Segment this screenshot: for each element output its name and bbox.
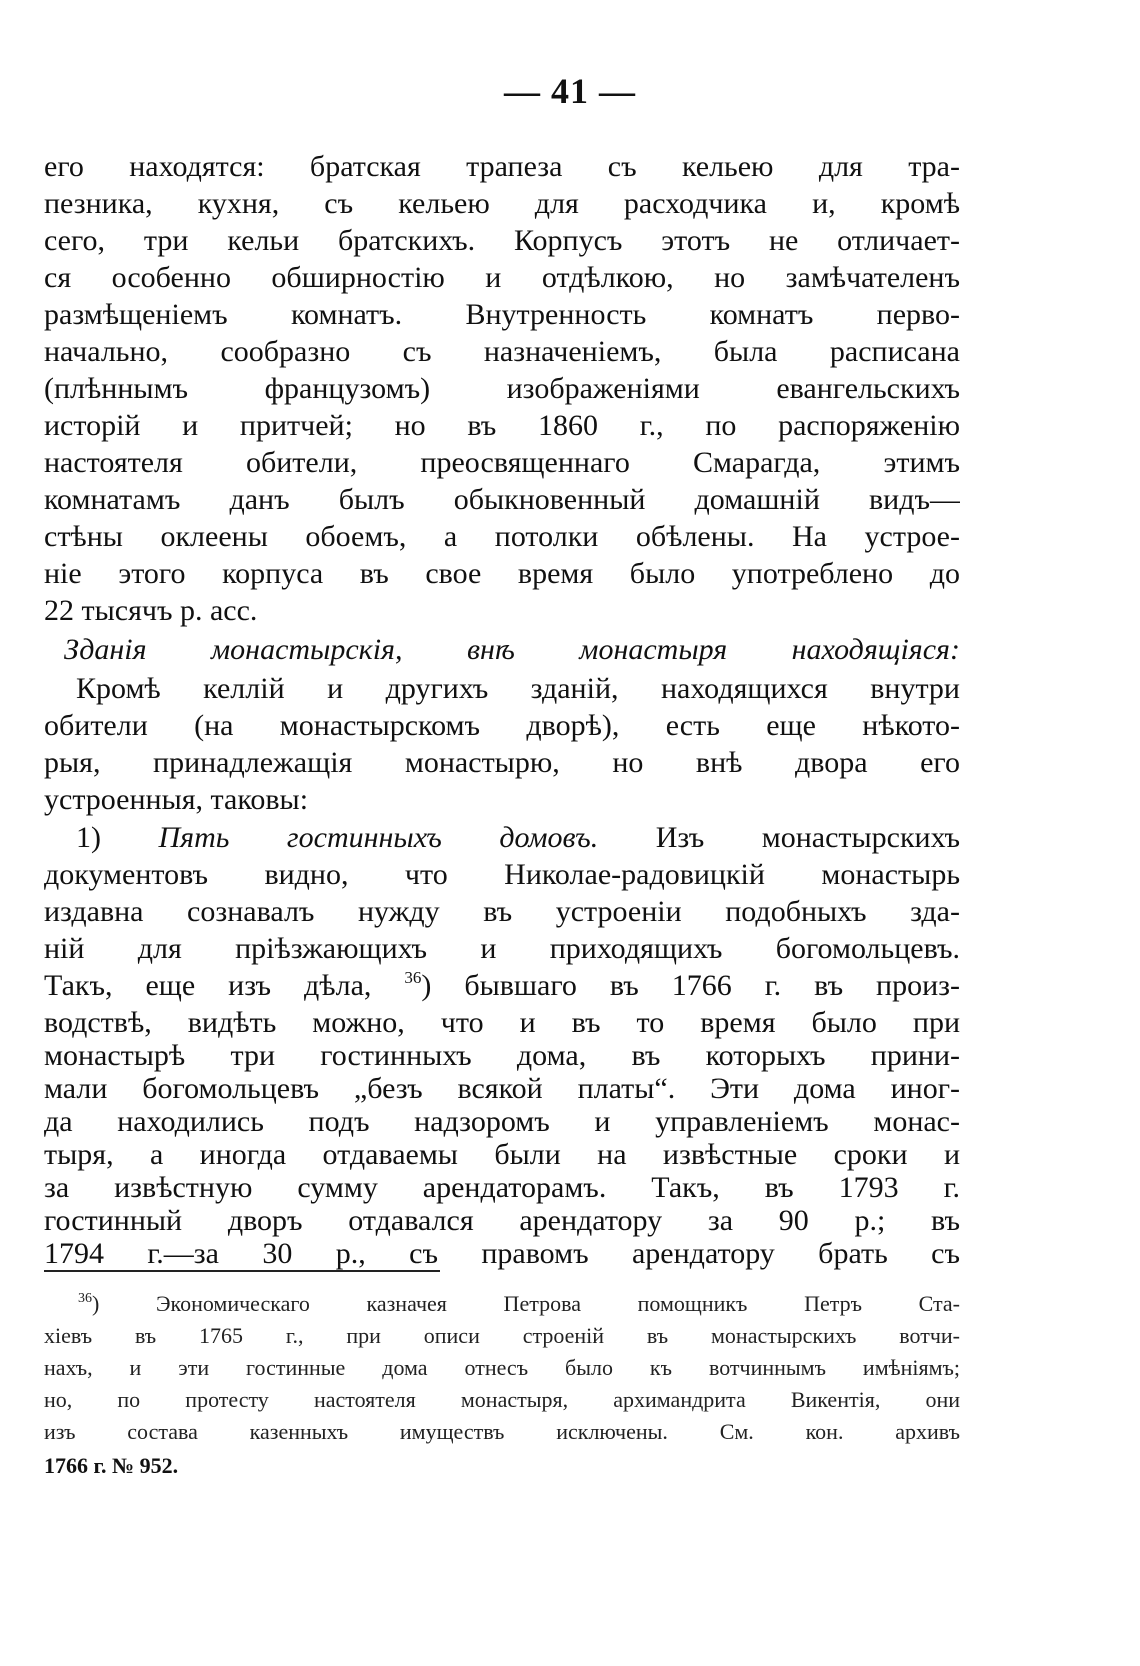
footnote-line (78, 1288, 960, 1319)
body-line: начально, сообразно съ назначеніемъ, была расписана (44, 335, 960, 368)
item-heading-line (76, 820, 960, 856)
item-text: Изъ монастырскихъ (655, 821, 960, 854)
item-line: мали богомольцевъ „безъ всякой платы“. Эти дома иног- (44, 1072, 960, 1105)
item-line: да находились подъ надзоромъ и управленіемъ монас- (44, 1105, 960, 1138)
ref-text-after: ) бывшаго въ 1766 г. въ произ- (421, 969, 960, 1002)
body-line: пезника, кухня, съ кельею для расходчика и, кромѣ (44, 187, 960, 220)
ref-text-before: Такъ, еще изъ дѣла, (44, 969, 372, 1002)
item-line: издавна сознавалъ нужду въ устроеніи подобныхъ зда- (44, 895, 960, 928)
footnote-line: но, по протесту настоятеля монастыря, архимандрита Викентія, они (44, 1387, 960, 1412)
item-title: Пять гостинныхъ домовъ. (158, 821, 599, 854)
item-line: 1794 г.—за 30 р., съ правомъ арендатору брать съ (44, 1237, 960, 1270)
item-line: монастырѣ три гостинныхъ дома, въ которыхъ прини- (44, 1039, 960, 1072)
footnote-reference: 36 (404, 968, 422, 987)
page-number: — 41 — (504, 71, 636, 111)
body-line: (плѣннымъ французомъ) изображеніями евангельскихъ (44, 372, 960, 405)
item-line: за извѣстную сумму арендаторамъ. Такъ, въ 1793 г. (44, 1171, 960, 1204)
footnote-line: 1766 г. № 952. (44, 1453, 179, 1478)
body-line: комнатамъ данъ былъ обыкновенный домашній видъ— (44, 483, 960, 516)
section-heading: Зданія монастырскія, внѣ монастыря находящіяся: (64, 633, 960, 666)
item-line: тыря, а иногда отдаваемы были на извѣстные сроки и (44, 1138, 960, 1171)
section-line: рыя, принадлежащія монастырю, но внѣ двора его (44, 746, 960, 779)
item-line: ній для пріѣзжающихъ и приходящихъ богомольцевъ. (44, 932, 960, 965)
item-line: гостинный дворъ отдавался арендатору за 90 р.; въ (44, 1204, 960, 1237)
footnote-first-text: ) Экономическаго казначея Петрова помощникъ Петръ Ста- (92, 1291, 960, 1316)
footnote-line: изъ состава казенныхъ имуществъ исключены. См. кон. архивъ (44, 1419, 960, 1444)
section-line: устроенныя, таковы: (44, 783, 309, 816)
body-line: его находятся: братская трапеза съ кельею для тра- (44, 150, 960, 183)
body-line: ся особенно обширностію и отдѣлкою, но замѣчателенъ (44, 261, 960, 294)
item-line: документовъ видно, что Николае-радовицкій монастырь (44, 858, 960, 891)
item-line: водствѣ, видѣть можно, что и въ то время было при (44, 1006, 960, 1039)
body-line: стѣны оклеены обоемъ, а потолки обѣлены. На устрое- (44, 520, 960, 553)
footnote-line: нахъ, и эти гостинные дома отнесъ было къ вотчиннымъ имѣніямъ; (44, 1355, 960, 1380)
body-line: размѣщеніемъ комнатъ. Внутренность комнатъ перво- (44, 298, 960, 331)
section-line: Кромѣ келлій и другихъ зданій, находящихся внутри (76, 672, 960, 705)
body-line: исторій и притчей; но въ 1860 г., по распоряженію (44, 409, 960, 442)
footnote-line: хіевъ въ 1765 г., при описи строеній въ монастырскихъ вотчи- (44, 1323, 960, 1348)
footnote-marker: 36 (78, 1291, 92, 1306)
section-line: обители (на монастырскомъ дворѣ), есть еще нѣкото- (44, 709, 960, 742)
body-line: 22 тысячъ р. асс. (44, 594, 258, 627)
body-line: ніе этого корпуса въ свое время было употреблено до (44, 557, 960, 590)
body-line: настоятеля обители, преосвященнаго Смарагда, этимъ (44, 446, 960, 479)
item-number: 1) (76, 821, 101, 854)
item-line-with-note-ref (44, 968, 960, 1004)
body-line: сего, три кельи братскихъ. Корпусъ этотъ не отличает- (44, 224, 960, 257)
